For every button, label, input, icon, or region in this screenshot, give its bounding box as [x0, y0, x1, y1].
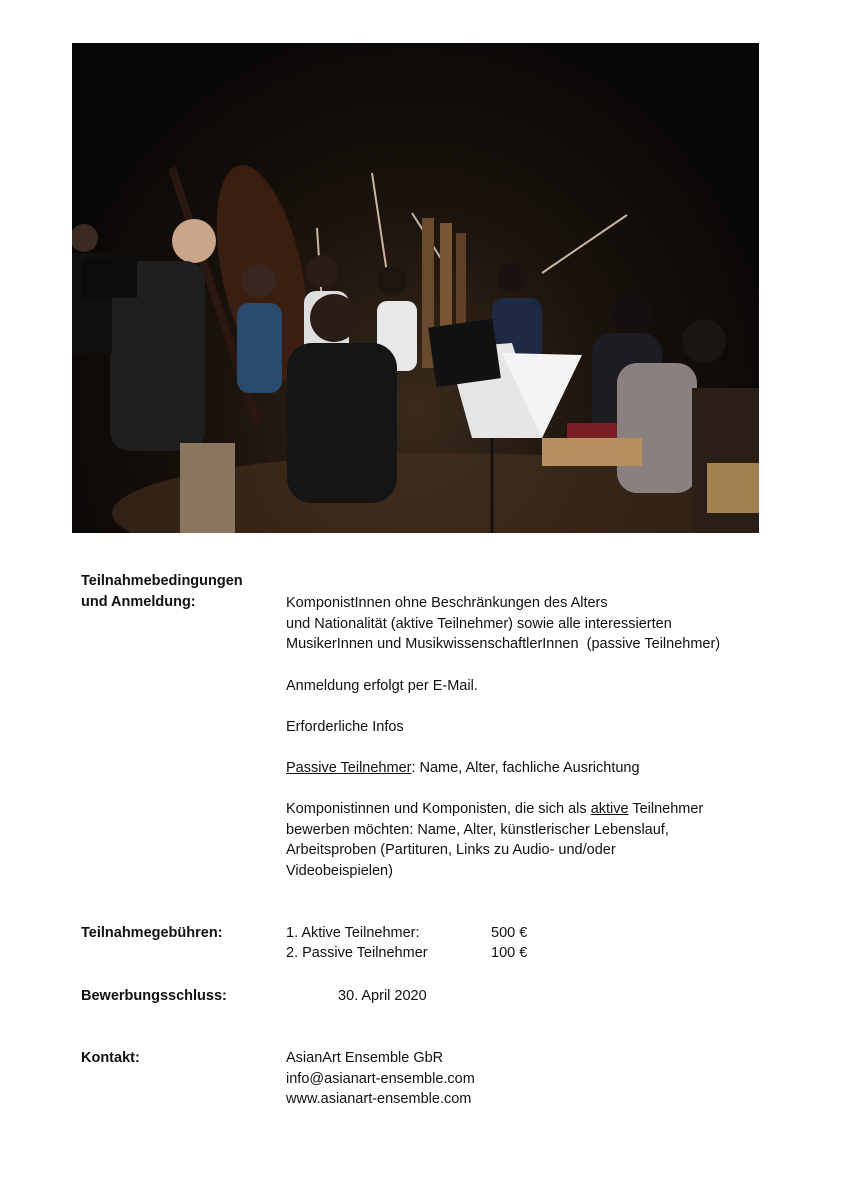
contact-email-link[interactable]: info@asianart-ensemble.com	[286, 1070, 475, 1087]
required-info-heading: Erforderliche Infos	[286, 719, 404, 735]
contact-name: AsianArt Ensemble GbR	[286, 1050, 444, 1066]
passive-requirements	[286, 758, 766, 779]
fee-item-name: 1. Aktive Teilnehmer:	[286, 925, 420, 941]
contact-label: Kontakt:	[81, 1050, 140, 1066]
orchestra-rehearsal-photo	[72, 43, 759, 533]
active-line: Videobeispielen)	[286, 862, 393, 879]
active-word: aktive	[590, 801, 629, 817]
passive-text: : Name, Alter, fachliche Ausrichtung	[411, 760, 640, 776]
intro-line: MusikerInnen und MusikwissenschaftlerInnen (passive Teilnehmer)	[286, 636, 721, 652]
fee-item-amount: 500 €	[491, 925, 528, 941]
conditions-label	[81, 571, 243, 612]
conditions-label-line2: und Anmeldung:	[81, 593, 196, 610]
active-requirements	[286, 799, 766, 881]
fee-item-amount: 100 €	[491, 945, 528, 961]
fees-label: Teilnahmegebühren:	[81, 925, 223, 941]
deadline-date: 30. April 2020	[338, 988, 427, 1004]
deadline-label: Bewerbungsschluss:	[81, 988, 227, 1004]
contact-block	[286, 1048, 766, 1110]
active-line: Arbeitsproben (Partituren, Links zu Audio- und/oder	[286, 842, 616, 858]
conditions-intro	[286, 593, 766, 655]
fee-item-name: 2. Passive Teilnehmer	[286, 945, 428, 961]
passive-label: Passive Teilnehmer	[286, 760, 412, 776]
active-line1-post: Teilnehmer	[628, 801, 704, 817]
contact-website-link[interactable]: www.asianart-ensemble.com	[286, 1091, 472, 1107]
conditions-label-line1: Teilnahmebedingungen	[81, 573, 243, 589]
intro-line: KomponistInnen ohne Beschränkungen des Alters	[286, 595, 608, 611]
active-line: bewerben möchten: Name, Alter, künstlerischer Lebenslauf,	[286, 821, 669, 838]
active-line1-pre: Komponistinnen und Komponisten, die sich als	[286, 801, 591, 817]
registration-text: Anmeldung erfolgt per E-Mail.	[286, 678, 478, 694]
intro-line: und Nationalität (aktive Teilnehmer) sowie alle interessierten	[286, 615, 672, 632]
